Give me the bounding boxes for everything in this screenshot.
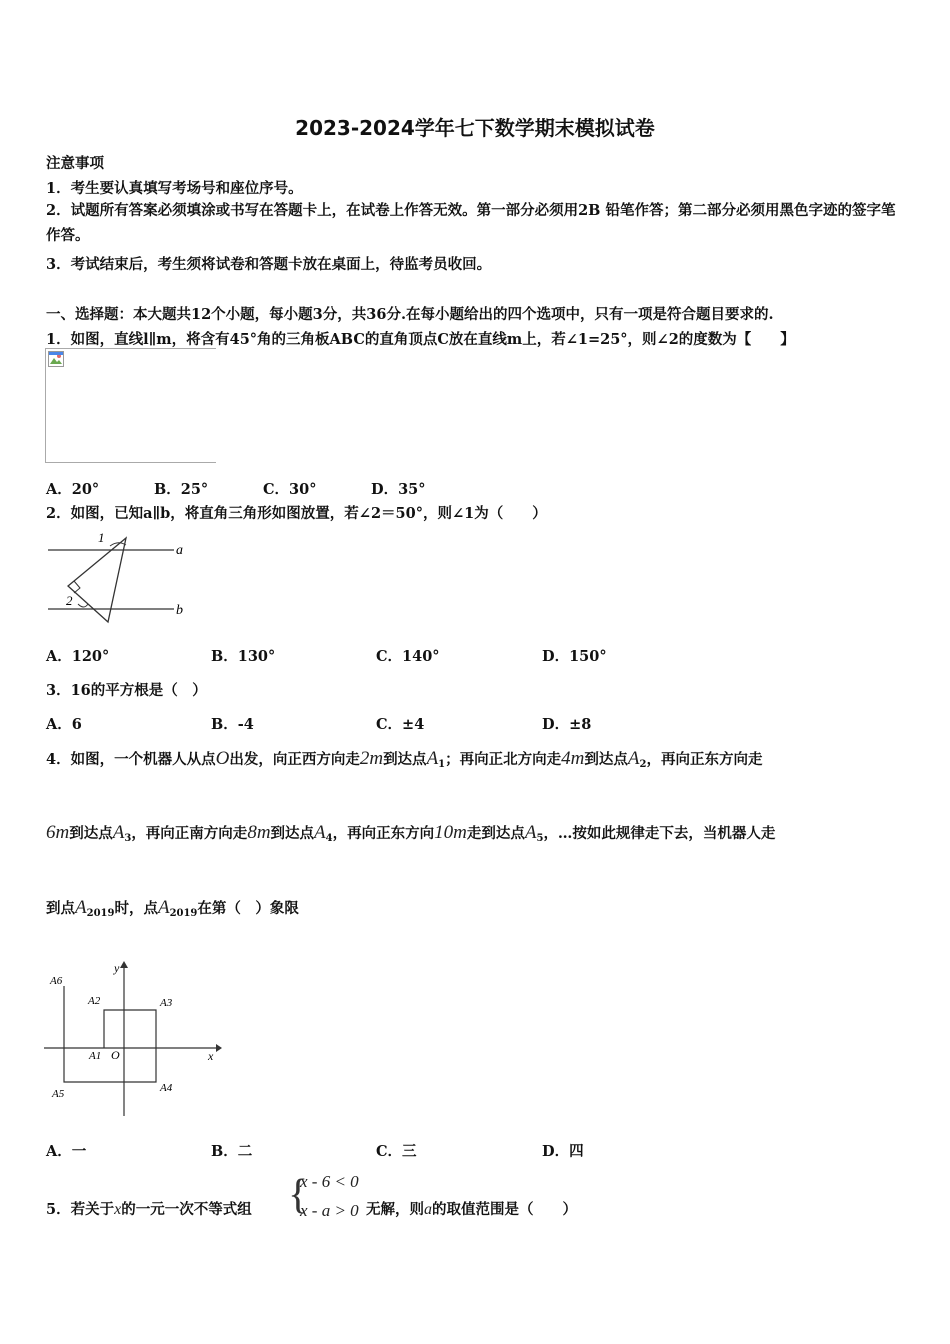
- q4-figure: [44, 958, 224, 1120]
- x-axis-arrow: [216, 1044, 222, 1052]
- page-title: 2023-2024学年七下数学期末模拟试卷: [295, 116, 655, 140]
- q3-option-b: B．-4: [211, 716, 254, 733]
- a6-label: A6: [50, 975, 63, 987]
- angle1-label: 1: [98, 530, 105, 545]
- q5-brace: {: [288, 1172, 309, 1218]
- q2-figure: [44, 528, 194, 624]
- q2-option-d: D．150°: [542, 648, 607, 665]
- section-heading: 一、选择题：本大题共12个小题，每小题3分，共36分.在每小题给出的四个选项中，只有一项是符合题目要求的.: [46, 306, 774, 323]
- q1-figure-placeholder: [45, 348, 216, 463]
- a1-label: A1: [89, 1050, 102, 1062]
- q4-option-a: A．一: [46, 1143, 87, 1160]
- q4-option-c: C．三: [376, 1143, 417, 1160]
- q5-stem-start: 5．若关于x的一元一次不等式组: [46, 1201, 252, 1218]
- q1-option-a: A．20°: [46, 481, 100, 498]
- angle2-label: 2: [66, 593, 73, 608]
- q4-line-1: 4．如图，一个机器人从点O出发，向正西方向走2m到达点$A_1$；再向正北方向走4m到达点$A_2$，再向正东方向走: [46, 748, 763, 770]
- broken-image-icon: [48, 351, 64, 367]
- right-angle-mark: [74, 581, 80, 593]
- q4-line-2: 6m到达点$A_3$，再向正南方向走8m到达点$A_4$，再向正东方向10m走到达点$A_5$，…按如此规律走下去，当机器人走: [46, 822, 776, 844]
- q3-option-a: A．6: [46, 716, 82, 733]
- line-b-label: b: [176, 603, 183, 618]
- q3-option-c: C．±4: [376, 716, 425, 733]
- q3-stem: 3．16的平方根是（ ）: [46, 682, 207, 699]
- q1-option-c: C．30°: [263, 481, 317, 498]
- q1-option-b: B．25°: [154, 481, 209, 498]
- q3-option-d: D．±8: [542, 716, 592, 733]
- a2-label: A2: [88, 995, 101, 1007]
- q2-option-c: C．140°: [376, 648, 440, 665]
- q5-stem-end: 无解，则a的取值范围是（ ）: [366, 1201, 577, 1218]
- line-a-label: a: [176, 543, 183, 558]
- robot-path: [64, 986, 156, 1082]
- y-label: y: [114, 961, 120, 975]
- q4-line-3: 到点$A_{2019}$时，点$A_{2019}$在第（ ）象限: [46, 897, 299, 919]
- q1-stem: 1．如图，直线l∥m，将含有45°角的三角板ABC的直角顶点C放在直线m上，若∠1=25°，则∠2的度数为【 】: [46, 331, 795, 348]
- y-axis-arrow: [120, 961, 128, 968]
- q2-stem: 2．如图，已知a∥b，将直角三角形如图放置，若∠2＝50°，则∠1为（ ）: [46, 505, 547, 522]
- a4-label: A4: [160, 1082, 173, 1094]
- origin-label: O: [111, 1048, 120, 1062]
- q5-inequality-1: x - 6 < 0: [300, 1172, 359, 1191]
- a3-label: A3: [160, 997, 173, 1009]
- x-label: x: [208, 1049, 214, 1063]
- q4-option-d: D．四: [542, 1143, 584, 1160]
- notice-heading: 注意事项: [46, 155, 104, 172]
- notice-item-3: 3．考试结束后，考生须将试卷和答题卡放在桌面上，待监考员收回。: [46, 256, 492, 273]
- q2-option-b: B．130°: [211, 648, 276, 665]
- notice-item-2: 2．试题所有答案必须填涂或书写在答题卡上，在试卷上作答无效。第一部分必须用2B 铅笔作答；第二部分必须用黑色字迹的签字笔作答。: [46, 202, 896, 244]
- notice-item-1: 1．考生要认真填写考场号和座位序号。: [46, 180, 303, 197]
- q4-option-b: B．二: [211, 1143, 253, 1160]
- q1-option-d: D．35°: [371, 481, 426, 498]
- a5-label: A5: [52, 1088, 65, 1100]
- q5-inequality-2: x - a > 0: [300, 1201, 359, 1220]
- q2-option-a: A．120°: [46, 648, 110, 665]
- angle2-arc: [78, 604, 88, 607]
